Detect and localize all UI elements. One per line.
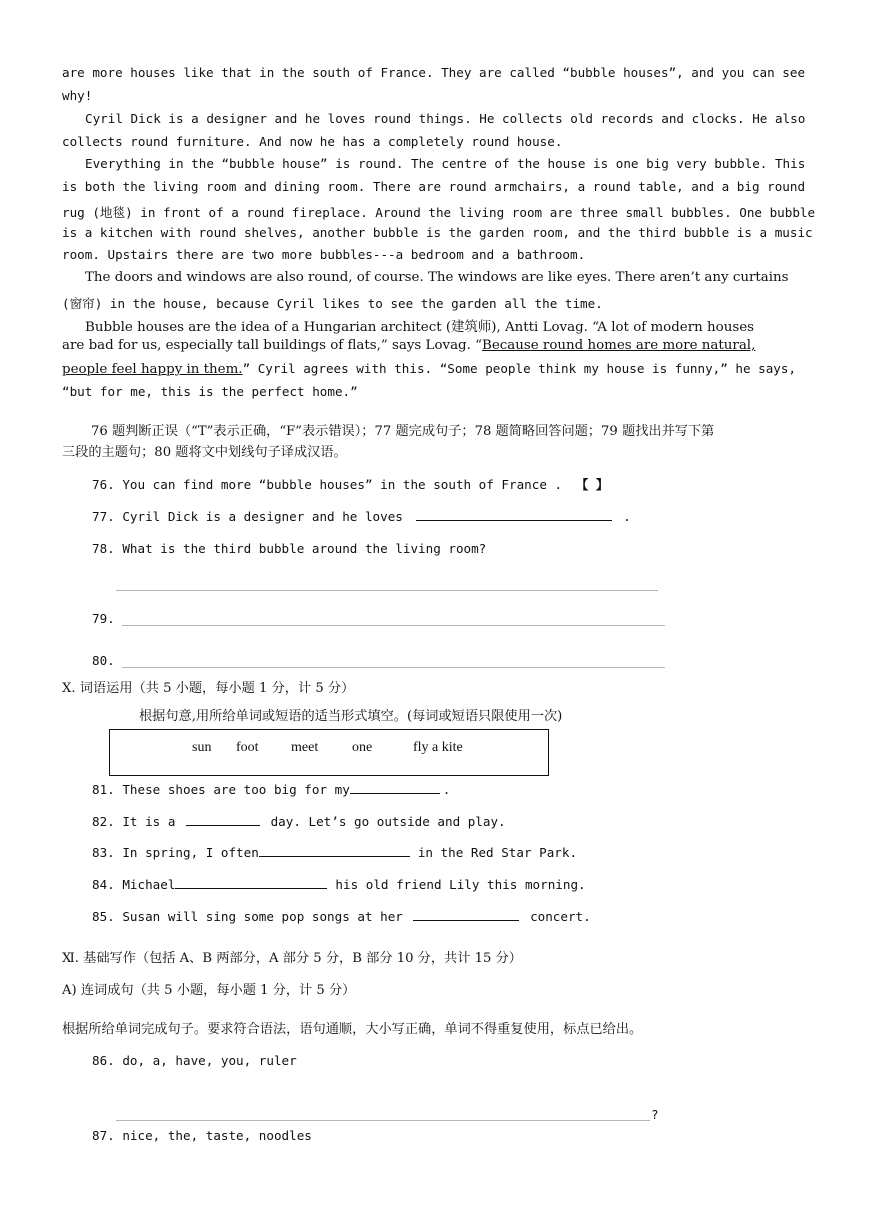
answer-bracket[interactable]: 【 】 xyxy=(575,477,609,492)
answer-line[interactable] xyxy=(116,590,658,591)
question-mark: ? xyxy=(651,1107,659,1122)
question-85 xyxy=(92,907,591,924)
reading-instructions: 76 题判断正误（“T”表示正确，“F”表示错误）；77 题完成句子；78 题简略回答问题；79 题找出并写下第 xyxy=(91,424,715,439)
word-bank-item: meet xyxy=(291,740,319,755)
question-text: day. Let’s go outside and play. xyxy=(270,814,506,829)
passage-line: room. Upstairs there are two more bubbles---a bedroom and a bathroom. xyxy=(62,247,586,262)
word-bank-item: foot xyxy=(236,740,259,755)
answer-blank[interactable] xyxy=(416,507,612,521)
passage-line: collects round furniture. And now he has a completely round house. xyxy=(62,134,563,149)
passage-line: “but for me, this is the perfect home.” xyxy=(62,384,358,399)
question-84 xyxy=(92,875,586,892)
question-text: 82. It is a xyxy=(92,814,176,829)
question-text: concert. xyxy=(530,909,591,924)
question-text: in the Red Star Park. xyxy=(417,845,578,860)
passage-line xyxy=(62,361,796,377)
section-xi-part-a: A) 连词成句（共 5 小题，每小题 1 分，计 5 分） xyxy=(62,983,356,998)
section-xi-title: Ⅺ. 基础写作（包括 A、B 两部分，A 部分 5 分，B 部分 10 分，共计 15 分） xyxy=(62,951,522,966)
answer-blank[interactable] xyxy=(259,843,410,857)
passage-line: why! xyxy=(62,88,93,103)
passage-line xyxy=(62,338,755,353)
passage-text: are bad for us, especially tall buildings of flats,” says Lovag. “ xyxy=(62,338,482,353)
question-80-label: 80. xyxy=(92,653,115,668)
question-82 xyxy=(92,812,506,829)
answer-blank[interactable] xyxy=(175,875,327,889)
passage-line: Everything in the “bubble house” is round. The centre of the house is one big very bubble. This xyxy=(85,156,806,171)
question-79-label: 79. xyxy=(92,611,115,626)
underlined-sentence: people feel happy in them. xyxy=(62,362,243,377)
question-text: 84. Michael xyxy=(92,877,176,892)
passage-line: is both the living room and dining room. There are round armchairs, a round table, and a big round xyxy=(62,179,806,194)
answer-line[interactable] xyxy=(122,625,665,626)
answer-line[interactable] xyxy=(116,1120,650,1121)
passage-line: The doors and windows are also round, of course. The windows are like eyes. There aren’t any curtains xyxy=(85,270,789,285)
answer-blank[interactable] xyxy=(186,812,260,826)
punctuation: . xyxy=(442,782,451,797)
question-87: 87. nice, the, taste, noodles xyxy=(92,1128,312,1143)
section-xi-instruction: 根据所给单词完成句子。要求符合语法，语句通顺，大小写正确，单词不得重复使用，标点已给出。 xyxy=(62,1022,643,1037)
word-bank-item: one xyxy=(352,740,373,755)
question-text: 83. In spring, I often xyxy=(92,845,259,860)
passage-line: is a kitchen with round shelves, another bubble is the garden room, and the third bubble is a music xyxy=(62,225,813,240)
answer-line[interactable] xyxy=(122,667,665,668)
underlined-sentence: Because round homes are more natural, xyxy=(482,338,756,353)
passage-line: rug (地毯) in front of a round fireplace. Around the living room are three small bubbles. One bubble xyxy=(62,205,816,220)
punctuation: . xyxy=(623,509,631,524)
answer-blank[interactable] xyxy=(413,907,519,921)
passage-text: ” Cyril agrees with this. “Some people think my house is funny,” he says, xyxy=(242,361,797,376)
question-text: 85. Susan will sing some pop songs at her xyxy=(92,909,403,924)
section-x-title: Ⅹ. 词语运用（共 5 小题，每小题 1 分，计 5 分） xyxy=(62,681,355,696)
question-text: his old friend Lily this morning. xyxy=(335,877,586,892)
question-text: 77. Cyril Dick is a designer and he loves xyxy=(92,509,403,524)
answer-blank[interactable] xyxy=(350,780,440,794)
word-bank-box xyxy=(109,729,549,776)
word-bank-item: sun xyxy=(192,740,212,755)
question-81 xyxy=(92,780,450,797)
word-bank-item: fly a kite xyxy=(413,740,463,755)
passage-line: (窗帘) in the house, because Cyril likes to see the garden all the time. xyxy=(62,296,603,311)
section-x-instruction: 根据句意,用所给单词或短语的适当形式填空。(每词或短语只限使用一次) xyxy=(139,709,563,724)
passage-line: Bubble houses are the idea of a Hungarian architect (建筑师), Antti Lovag. “A lot of modern houses xyxy=(85,320,754,335)
question-83 xyxy=(92,843,577,860)
question-86: 86. do, a, have, you, ruler xyxy=(92,1053,297,1068)
question-text: 76. You can find more “bubble houses” in the south of France . xyxy=(92,477,563,492)
passage-line: Cyril Dick is a designer and he loves round things. He collects old records and clocks. He also xyxy=(85,111,806,126)
reading-instructions: 三段的主题句；80 题将文中划线句子译成汉语。 xyxy=(62,445,347,460)
question-text: 81. These shoes are too big for my xyxy=(92,782,350,797)
passage-line: are more houses like that in the south of France. They are called “bubble houses”, and you can see xyxy=(62,65,806,80)
question-78: 78. What is the third bubble around the living room? xyxy=(92,541,487,556)
question-77 xyxy=(92,507,631,524)
question-76 xyxy=(92,474,608,493)
